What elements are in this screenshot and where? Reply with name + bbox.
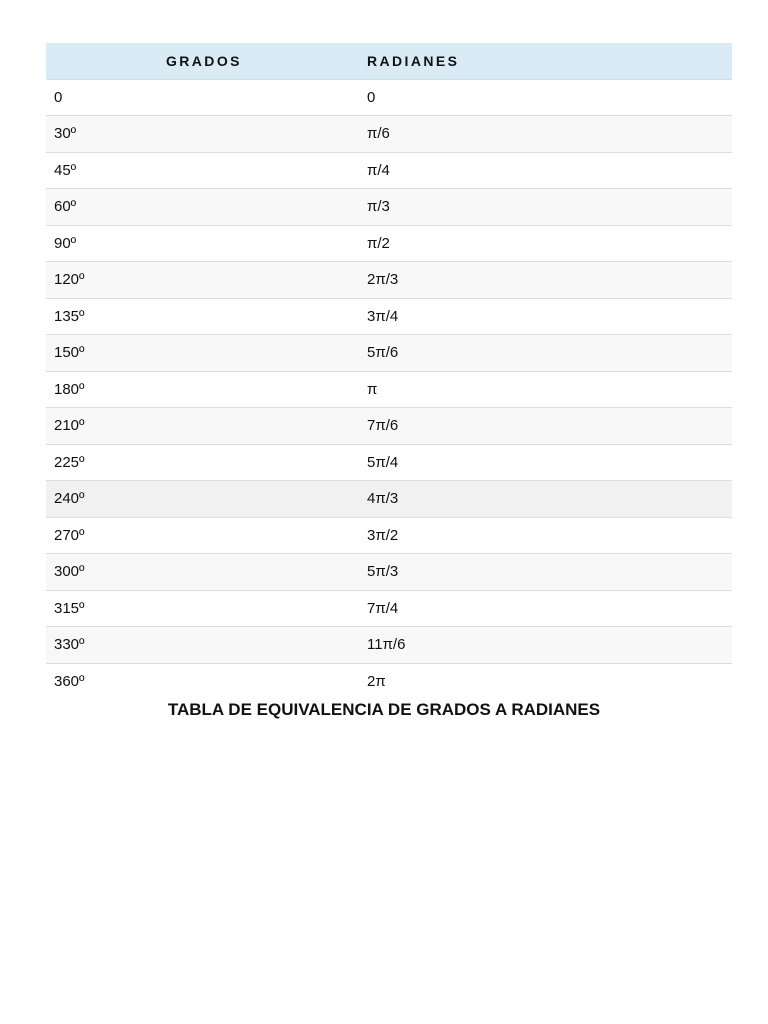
cell-radianes: 5π/3 [367,563,399,581]
table-header-row [46,43,732,79]
equivalence-table [46,43,732,700]
table-row [46,335,732,372]
cell-radianes: π/6 [367,125,390,143]
equivalence-table-container [46,43,732,700]
table-row [46,371,732,408]
cell-radianes: π [367,380,378,398]
table-caption: TABLA DE EQUIVALENCIA DE GRADOS A RADIANES [167,700,601,719]
table-row [46,554,732,591]
cell-radianes: 0 [367,88,376,106]
cell-radianes: π/3 [367,198,390,216]
cell-grados: 300º [54,563,85,581]
table-row [46,189,732,226]
cell-grados: 135º [54,307,85,325]
cell-radianes: π/2 [367,234,390,252]
table-row [46,225,732,262]
cell-grados: 315º [54,599,85,617]
cell-radianes: 11π/6 [367,636,406,654]
table-row [46,517,732,554]
cell-grados: 120º [54,271,85,289]
cell-radianes: 3π/4 [367,307,399,325]
header-radianes: RADIANES [359,43,732,79]
cell-grados: 210º [54,417,85,435]
cell-grados: 240º [54,490,85,508]
cell-grados: 45º [54,161,77,179]
table-row [46,298,732,335]
table-row [46,116,732,153]
table-row [46,408,732,445]
cell-grados: 180º [54,380,85,398]
table-row [46,444,732,481]
table-row [46,152,732,189]
table-row [46,590,732,627]
cell-grados: 60º [54,198,77,216]
cell-radianes: 3π/2 [367,526,399,544]
table-row [46,79,732,116]
cell-grados: 225º [54,453,85,471]
header-grados: GRADOS [46,43,359,79]
table-body [46,79,732,700]
cell-radianes: 2π/3 [367,271,399,289]
table-row [46,663,732,700]
cell-radianes: 7π/4 [367,599,399,617]
cell-grados: 330º [54,636,85,654]
table-row [46,262,732,299]
table-row [46,481,732,518]
cell-grados: 270º [54,526,85,544]
cell-grados: 360º [54,673,85,690]
cell-radianes: 2π [367,673,386,690]
cell-grados: 0 [54,88,63,106]
table-row [46,627,732,664]
cell-radianes: 4π/3 [367,490,399,508]
cell-radianes: π/4 [367,161,390,179]
cell-radianes: 5π/4 [367,453,399,471]
cell-grados: 150º [54,344,85,362]
cell-grados: 30º [54,125,77,143]
cell-radianes: 5π/6 [367,344,399,362]
cell-grados: 90º [54,234,77,252]
cell-radianes: 7π/6 [367,417,399,435]
